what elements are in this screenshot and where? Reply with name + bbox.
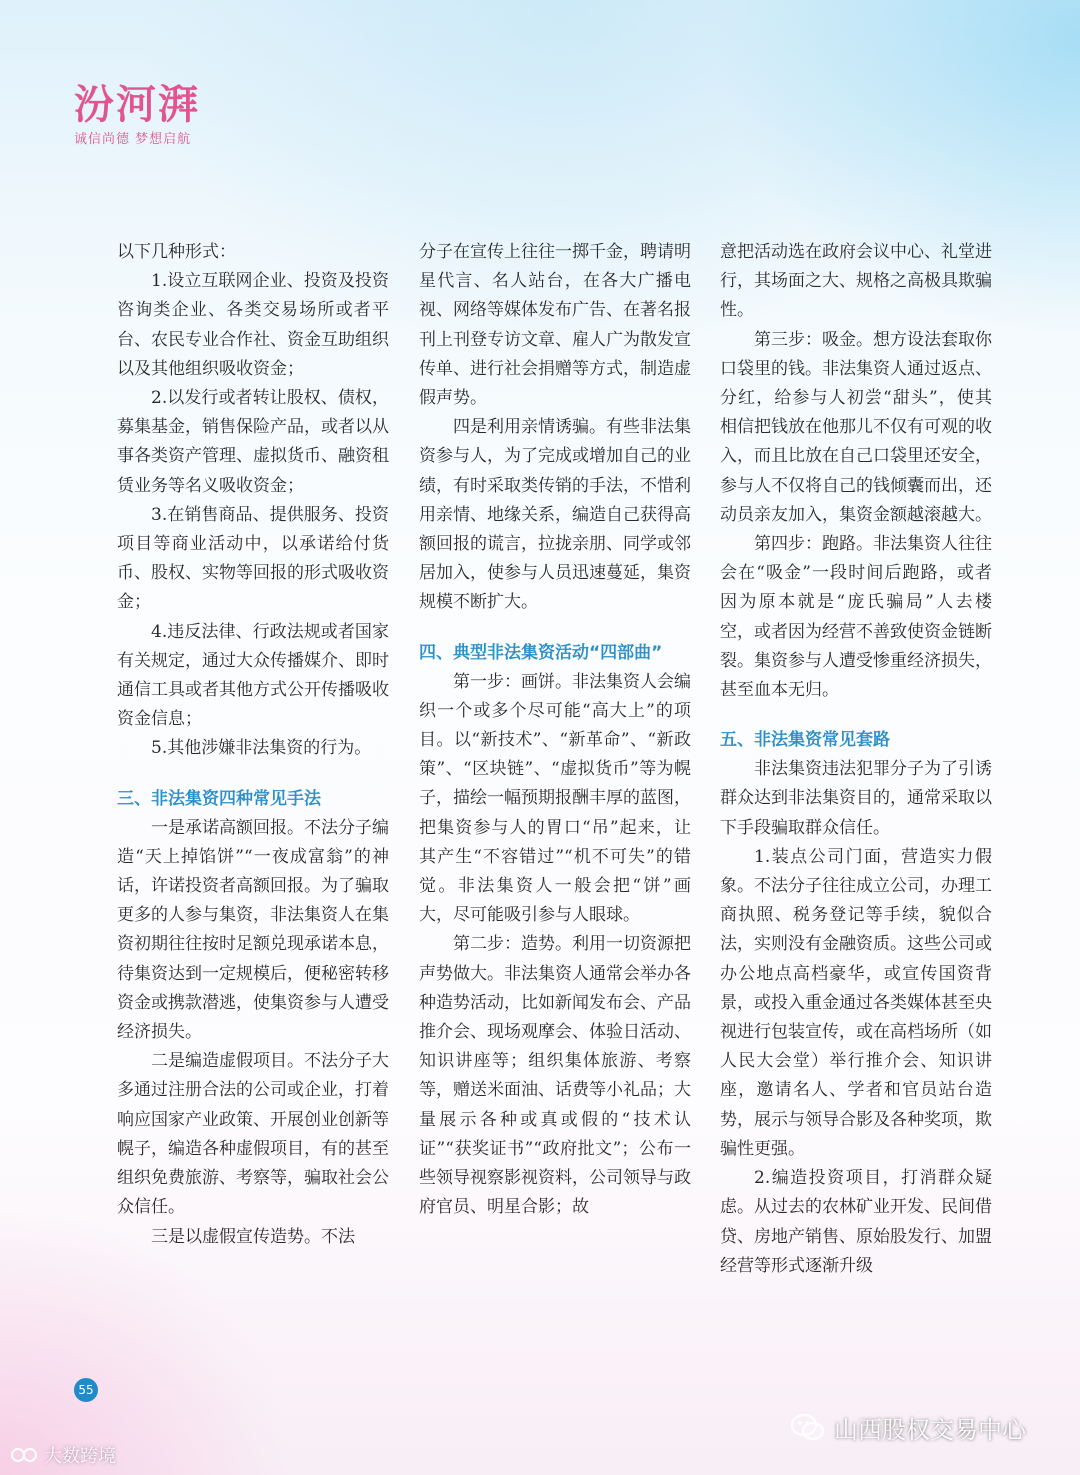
wechat-icon	[790, 1413, 826, 1443]
section-heading: 三、非法集资四种常见手法	[117, 788, 321, 809]
paragraph: 二是编造虚假项目。不法分子大多通过注册合法的公司或企业，打着响应国家产业政策、开展创业创新等幌子，编造各种虚假项目，有的甚至组织免费旅游、考察等，骗取社会公众信任。	[117, 1051, 389, 1218]
paragraph: 2.以发行或者转让股权、债权，募集基金，销售保险产品，或者以从事各类资产管理、虚拟货币、融资租赁业务等名义吸收资金；	[117, 388, 389, 496]
watermark-left	[10, 1442, 116, 1468]
paragraph: 一是承诺高额回报。不法分子编造“天上掉馅饼”“一夜成富翁”的神话，许诺投资者高额回报。为了骗取更多的人参与集资，非法集资人在集资初期往往按时足额兑现承诺本息，待集资达到一定规模后，便秘密转移资金或携款潜逃，使集资参与人遭受经济损失。	[117, 817, 389, 1043]
column-1	[117, 238, 389, 1252]
section-heading: 四、典型非法集资活动“四部曲”	[419, 642, 663, 663]
paragraph: 四是利用亲情诱骗。有些非法集资参与人，为了完成或增加自己的业绩，有时采取类传销的手法，不惜利用亲情、地缘关系，编造自己获得高额回报的谎言，拉拢亲朋、同学或邻居加入，使参与人员迅速蔓延，集资规模不断扩大。	[419, 417, 691, 613]
paragraph: 意把活动选在政府会议中心、礼堂进行，其场面之大、规格之高极具欺骗性。	[720, 242, 992, 321]
paragraph: 分子在宣传上往往一掷千金，聘请明星代言、名人站台，在各大广播电视、网络等媒体发布广告、在著名报刊上刊登专访文章、雇人广为散发宣传单、进行社会捐赠等方式，制造虚假声势。	[419, 242, 691, 409]
paragraph: 4.违反法律、行政法规或者国家有关规定，通过大众传播媒介、即时通信工具或者其他方式公开传播吸收资金信息；	[117, 621, 389, 730]
section-heading: 五、非法集资常见套路	[720, 730, 890, 751]
paragraph: 5.其他涉嫌非法集资的行为。	[151, 738, 372, 759]
page-number: 55	[74, 1378, 98, 1402]
column-2	[419, 238, 691, 1223]
paragraph: 2.编造投资项目，打消群众疑虑。从过去的农林矿业开发、民间借贷、房地产销售、原始股发行、加盟经营等形式逐渐升级	[720, 1168, 992, 1276]
paragraph: 以下几种形式：	[117, 242, 236, 262]
paragraph: 第四步：跑路。非法集资人往往会在“吸金”一段时间后跑路，或者因为原本就是“庞氏骗局”人去楼空，或者因为经营不善致使资金链断裂。集资参与人遭受惨重经济损失，甚至血本无归。	[720, 534, 992, 701]
column-3	[720, 238, 992, 1281]
paragraph: 第二步：造势。利用一切资源把声势做大。非法集资人通常会举办各种造势活动，比如新闻发布会、产品推介会、现场观摩会、体验日活动、知识讲座等；组织集体旅游、考察等，赠送米面油、话费等小礼品；大量展示各种或真或假的“技术认证”“获奖证书”“政府批文”；公布一些领导视察影视资料，公司领导与政府官员、明星合影；故	[419, 934, 691, 1218]
paragraph: 非法集资违法犯罪分子为了引诱群众达到非法集资目的，通常采取以下手段骗取群众信任。	[720, 759, 992, 838]
paragraph: 第三步：吸金。想方设法套取你口袋里的钱。非法集资人通过返点、分红，给参与人初尝“甜头”，使其相信把钱放在他那儿不仅有可观的收入，而且比放在自己口袋里还安全，参与人不仅将自己的钱倾囊而出，还动员亲友加入，集资金额越滚越大。	[720, 329, 992, 525]
paragraph: 1.设立互联网企业、投资及投资咨询类企业、各类交易场所或者平台、农民专业合作社、资金互助组织以及其他组织吸收资金；	[117, 271, 389, 379]
magazine-slogan: 诚信尚德 梦想启航	[74, 132, 192, 147]
magazine-title: 汾河湃	[74, 82, 200, 128]
paragraph: 3.在销售商品、提供服务、投资项目等商业活动中，以承诺给付货币、股权、实物等回报的形式吸收资金；	[117, 504, 389, 613]
paragraph: 三是以虚假宣传造势。不法	[151, 1226, 355, 1247]
magazine-logo	[74, 84, 200, 147]
watermark-right	[790, 1410, 1026, 1445]
watermark-left-text: 大数跨境	[44, 1446, 116, 1467]
paragraph: 1.装点公司门面，营造实力假象。不法分子往往成立公司，办理工商执照、税务登记等手续，貌似合法，实则没有金融资质。这些公司或办公地点高档豪华，或宣传国资背景，或投入重金通过各类媒体甚至央视进行包装宣传，或在高档场所（如人民大会堂）举行推介会、知识讲座，邀请名人、学者和官员站台造势，展示与领导合影及各种奖项，欺骗性更强。	[720, 846, 992, 1159]
brand-logo-icon	[10, 1444, 40, 1466]
paragraph: 第一步：画饼。非法集资人会编织一个或多个尽可能“高大上”的项目。以“新技术”、“新革命”、“新政策”、“区块链”、“虚拟货币”等为幌子，描绘一幅预期报酬丰厚的蓝图，把集资参与人的胃口“吊”起来，让其产生“不容错过”“机不可失”的错觉。非法集资人一般会把“饼”画大，尽可能吸引参与人眼球。	[419, 671, 691, 926]
watermark-right-text: 山西股权交易中心	[834, 1416, 1026, 1444]
